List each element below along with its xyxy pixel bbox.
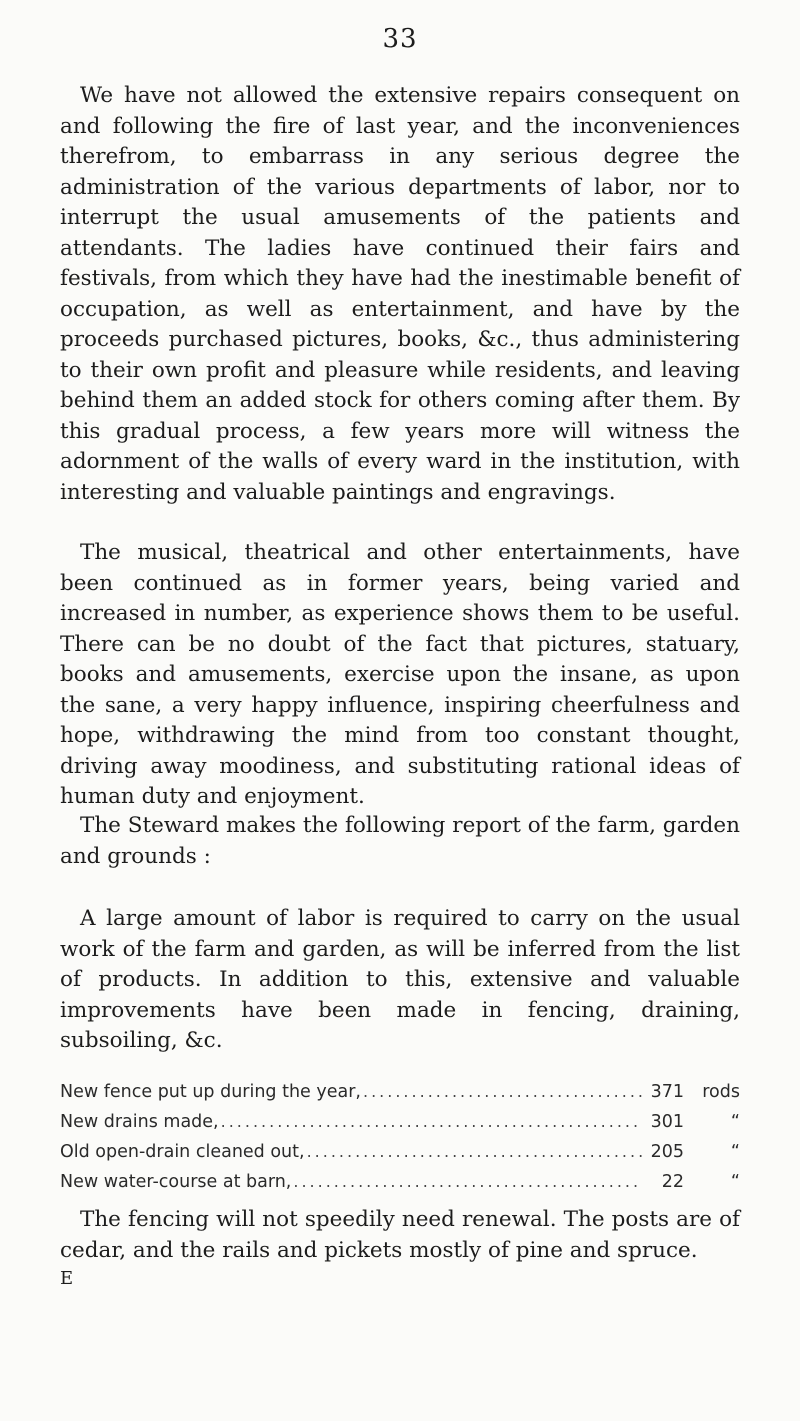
- ledger-unit: rods: [702, 1082, 740, 1102]
- paragraph-text: The Steward makes the following report of the farm, garden and grounds :: [60, 813, 740, 869]
- ledger-row: [60, 1107, 740, 1137]
- ledger-amount: 22: [661, 1172, 684, 1192]
- paragraph-steward-intro: [60, 811, 740, 872]
- ledger-amount: 205: [650, 1142, 684, 1162]
- paragraph-text: The fencing will not speedily need renewal. The posts are of cedar, and the rails and pickets mostly of pine and spruce.: [60, 1207, 740, 1263]
- paragraph-labor: [60, 904, 740, 1057]
- ledger-unit: “: [730, 1142, 740, 1162]
- leader-dots: [363, 1077, 642, 1107]
- leader-dots: [221, 1107, 642, 1137]
- ledger-label: New water-course at barn,: [60, 1172, 292, 1192]
- improvements-ledger: [60, 1077, 740, 1197]
- paragraph-text: The musical, theatrical and other entertainments, have been continued as in former years, being varied and increased in number, as experience shows them to be useful. There can be no doubt of the fact that pictures, statuary, books and amusements, exercise upon the insane, as upon the sane, a very happy influence, inspiring cheerfulness and hope, withdrawing the mind from too constant thought, driving away moodiness, and substituting rational ideas of human duty and enjoyment.: [60, 540, 740, 809]
- paragraph-text: A large amount of labor is required to carry on the usual work of the farm and garden, as will be inferred from the list of products. In addition to this, extensive and valuable improvements have been made in fencing, draining, subsoiling, &c.: [60, 906, 740, 1053]
- ledger-label: New fence put up during the year,: [60, 1082, 361, 1102]
- paragraph-text: We have not allowed the extensive repairs consequent on and following the fire of last year, and the inconveniences therefrom, to embarrass in any serious degree the administration of the various departments of labor, nor to interrupt the usual amusements of the patients and attendants. The ladies have continued their fairs and festivals, from which they have had the inestimable benefit of occupation, as well as entertainment, and have by the proceeds purchased pictures, books, &c., thus administering to their own profit and pleasure while residents, and leaving behind them an added stock for others coming after them. By this gradual process, a few years more will witness the adornment of the walls of every ward in the institution, with interesting and valuable paintings and engravings.: [60, 83, 740, 505]
- signature-mark: E: [60, 1268, 75, 1289]
- ledger-amount: 301: [650, 1112, 684, 1132]
- paragraph-entertainments: [60, 538, 740, 813]
- paragraph-repairs: [60, 81, 740, 508]
- ledger-label: Old open-drain cleaned out,: [60, 1142, 305, 1162]
- ledger-unit: “: [730, 1172, 740, 1192]
- paragraph-fencing: [60, 1205, 740, 1266]
- ledger-label: New drains made,: [60, 1112, 219, 1132]
- page-number: 33: [382, 24, 418, 54]
- leader-dots: [293, 1167, 642, 1197]
- ledger-row: [60, 1077, 740, 1107]
- leader-dots: [307, 1137, 642, 1167]
- ledger-amount: 371: [650, 1082, 684, 1102]
- ledger-row: [60, 1167, 740, 1197]
- ledger-unit: “: [730, 1112, 740, 1132]
- ledger-row: [60, 1137, 740, 1167]
